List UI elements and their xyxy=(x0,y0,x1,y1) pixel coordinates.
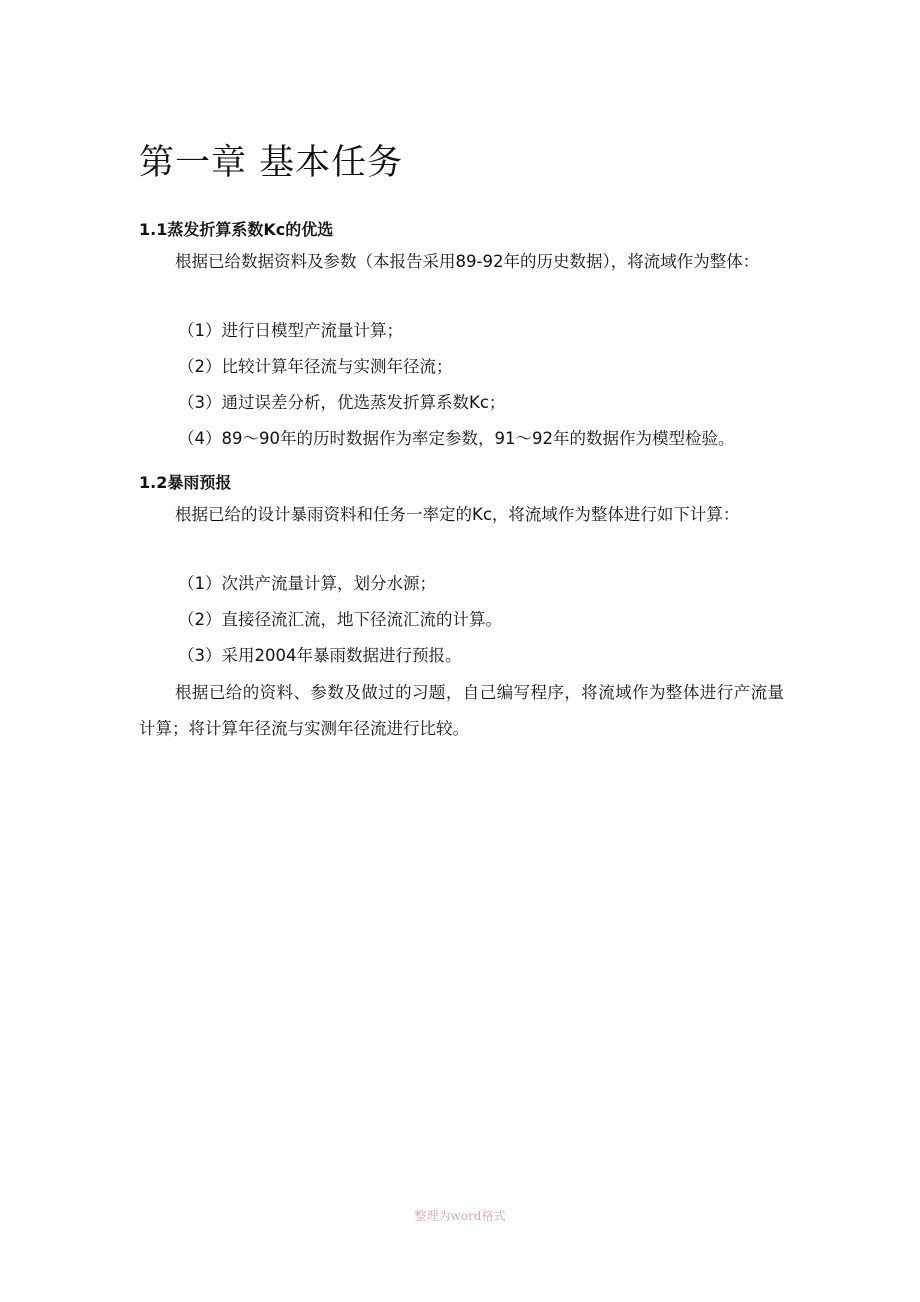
page-footer: 整理为word格式 xyxy=(414,1209,506,1223)
section-heading-1-1: 1.1蒸发折算系数Kc的优选 xyxy=(139,220,334,239)
list-item: （3）采用2004年暴雨数据进行预报。 xyxy=(178,646,462,665)
chapter-title: 第一章 基本任务 xyxy=(139,143,404,183)
list-item: （3）通过误差分析，优选蒸发折算系数Kc； xyxy=(178,393,506,412)
list-item: （1）次洪产流量计算，划分水源； xyxy=(178,574,436,593)
section-1-2-closing: 根据已给的资料、参数及做过的习题，自己编写程序，将流域作为整体进行产流量计算；将计算年径流与实测年径流进行比较。 xyxy=(139,683,784,738)
list-item: （4）89～90年的历时数据作为率定参数，91～92年的数据作为模型检验。 xyxy=(178,429,735,448)
list-item: （1）进行日模型产流量计算； xyxy=(178,321,403,340)
section-1-1-intro: 根据已给数据资料及参数（本报告采用89-92年的历史数据），将流域作为整体： xyxy=(175,252,760,271)
list-item: （2）直接径流汇流，地下径流汇流的计算。 xyxy=(178,610,502,629)
section-1-2-intro: 根据已给的设计暴雨资料和任务一率定的Kc，将流域作为整体进行如下计算： xyxy=(175,505,740,524)
list-item: （2）比较计算年径流与实测年径流； xyxy=(178,357,453,376)
section-heading-1-2: 1.2暴雨预报 xyxy=(139,473,232,492)
